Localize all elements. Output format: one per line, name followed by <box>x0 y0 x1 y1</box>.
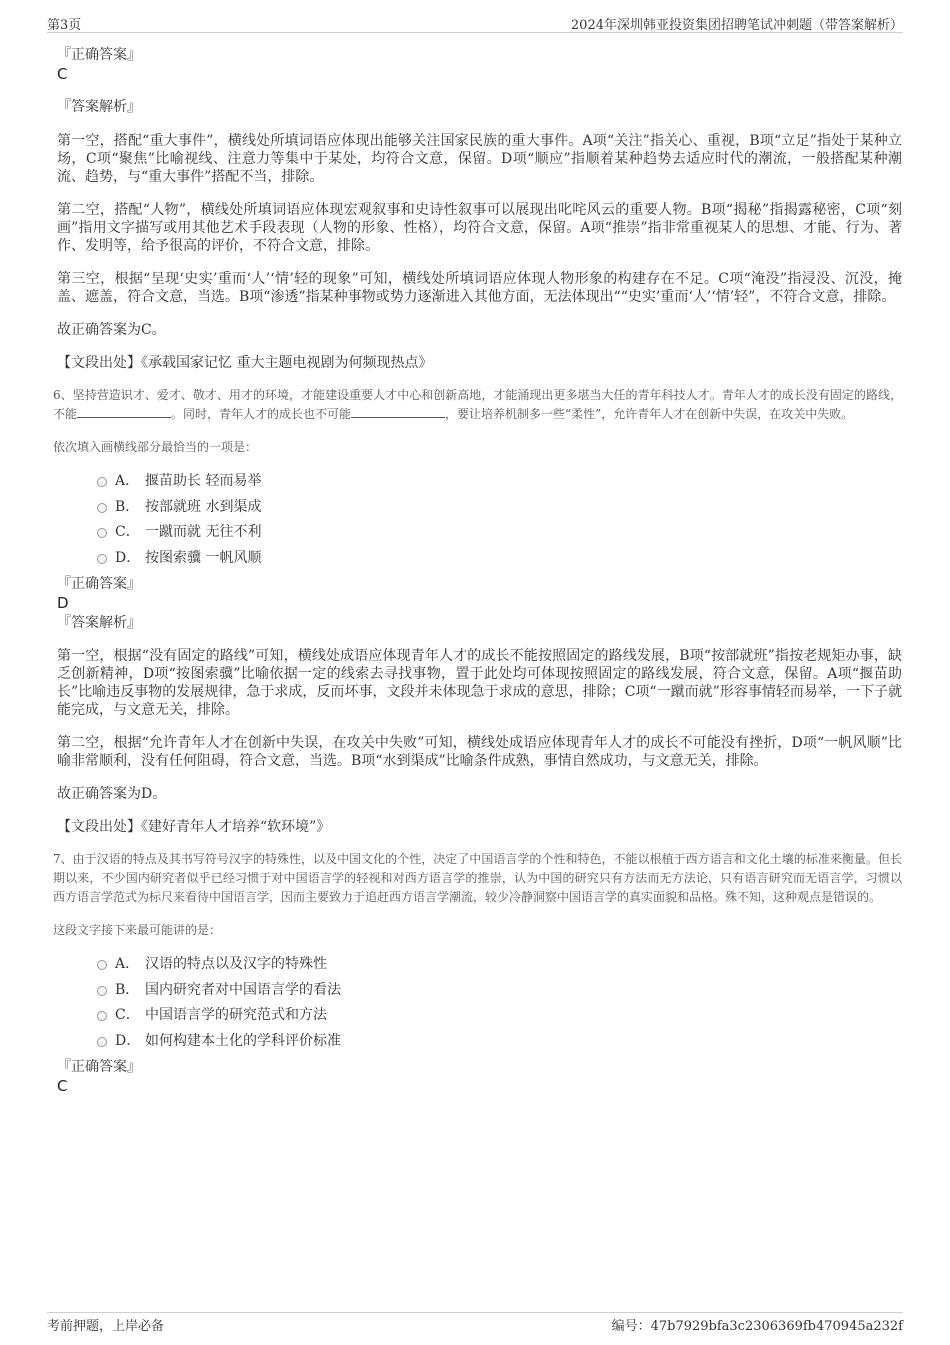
radio-button[interactable] <box>97 960 107 970</box>
fill-blank <box>351 405 445 418</box>
correct-answer: C <box>57 1077 68 1095</box>
main-content <box>53 46 902 1095</box>
radio-button[interactable] <box>97 986 107 996</box>
correct-answer-label: 『正确答案』 <box>57 1059 141 1075</box>
option-a[interactable]: A． 揠苗助长 轻而易举 <box>97 469 902 495</box>
analysis-paragraph: 第一空，根据“没有固定的路线”可知，横线处成语应体现青年人才的成长不能按照固定的路线发展，B项“按部就班”指按老规矩办事，缺乏创新精神，D项“按图索骥”比喻依据一定的线索去寻找事物，置于此处均可体现按照固定的路线发展，符合文意，保留。A项“揠苗助长”比喻违反事物的发展规律，急于求成，反而坏事，文段并未体现急于求成的意思，排除；C项“一蹴而就”形容事情轻而易举，一下子就能完成，与文意无关，排除。 <box>57 648 902 718</box>
option-d[interactable]: D． 如何构建本土化的学科评价标准 <box>97 1029 902 1055</box>
page-header <box>47 10 903 33</box>
analysis-conclusion: 故正确答案为D。 <box>57 786 167 802</box>
correct-answer: C <box>57 65 68 83</box>
question-7-options <box>97 952 902 1054</box>
radio-button[interactable] <box>97 503 107 513</box>
fill-blank <box>77 405 171 418</box>
option-c[interactable]: C． 中国语言学的研究范式和方法 <box>97 1003 902 1029</box>
radio-button[interactable] <box>97 1037 107 1047</box>
analysis-conclusion: 故正确答案为C。 <box>57 322 166 338</box>
radio-button[interactable] <box>97 554 107 564</box>
question-6-text: 6、坚持营造识才、爱才、敬才、用才的环境，才能建设重要人才中心和创新高地，才能涌现出更多堪当大任的青年科技人才。青年人才的成长没有固定的路线，不能 。同时，青年人才的成长也不可能 ，要让培养机制多一些“柔性”，允许青年人才在创新中失误，在攻关中失败。 <box>53 388 902 421</box>
question-7-text: 7、由于汉语的特点及其书写符号汉字的特殊性，以及中国文化的个性，决定了中国语言学的个性和特色，不能以根植于西方语言和文化土壤的标准来衡量。但长期以来，不少国内研究者似乎已经习惯于对中国语言学的轻视和对西方语言学的推崇，认为中国的研究只有方法而无方法论，只有语言研究而无语言学，习惯以西方语言学范式为标尺来看待中国语言学，因而主要致力于追赶西方语言学潮流，较少冷静洞察中国语言学的真实面貌和品格。殊不知，这种观点是错误的。 <box>53 852 902 904</box>
analysis-paragraph: 第二空，根据“允许青年人才在创新中失误，在攻关中失败”可知，横线处成语应体现青年人才的成长不可能没有挫折，D项“一帆风顺”比喻非常顺利，没有任何阻碍，符合文意，当选。B项“水到渠成”比喻条件成熟，事情自然成功，与文意无关，排除。 <box>57 735 902 769</box>
passage-source: 【文段出处】《建好青年人才培养“软环境”》 <box>57 819 331 835</box>
footer-slogan: 考前押题，上岸必备 <box>47 1319 165 1334</box>
radio-button[interactable] <box>97 477 107 487</box>
analysis-label: 『答案解析』 <box>57 99 141 115</box>
analysis-paragraph: 第一空，搭配“重大事件”，横线处所填词语应体现出能够关注国家民族的重大事件。A项“关注”指关心、重视，B项“立足”指处于某种立场，C项“聚焦”比喻视线、注意力等集中于某处，均符合文意，保留。D项“顺应”指顺着某种趋势去适应时代的潮流，一般搭配某种潮流、趋势，与“重大事件”搭配不当，排除。 <box>57 133 902 185</box>
page-number: 第3页 <box>47 18 82 33</box>
page-footer <box>47 1312 903 1335</box>
correct-answer-label: 『正确答案』 <box>57 47 141 63</box>
radio-button[interactable] <box>97 1011 107 1021</box>
option-b[interactable]: B． 国内研究者对中国语言学的看法 <box>97 978 902 1004</box>
option-a[interactable]: A． 汉语的特点以及汉字的特殊性 <box>97 952 902 978</box>
question-6-prompt: 依次填入画横线部分最恰当的一项是： <box>53 440 258 454</box>
option-d[interactable]: D． 按图索骥 一帆风顺 <box>97 546 902 572</box>
radio-button[interactable] <box>97 528 107 538</box>
analysis-paragraph: 第二空，搭配“人物”，横线处所填词语应体现宏观叙事和史诗性叙事可以展现出叱咤风云的重要人物。B项“揭秘”指揭露秘密，C项“刻画”指用文字描写或用其他艺术手段表现（人物的形象、性格），均符合文意，保留。A项“推崇”指非常重视某人的思想、才能、行为、著作、发明等，给予很高的评价，不符合文意，排除。 <box>57 202 902 254</box>
option-c[interactable]: C． 一蹴而就 无往不利 <box>97 520 902 546</box>
analysis-paragraph: 第三空，根据“呈现‘史实’重而‘人’‘情’轻的现象”可知，横线处所填词语应体现人物形象的构建存在不足。C项“淹没”指浸没、沉没，掩盖、遮盖，符合文意，当选。B项“渗透”指某种事物或势力逐渐进入其他方面，无法体现出““史实’重而‘人’‘情’轻”，不符合文意，排除。 <box>57 271 902 305</box>
option-b[interactable]: B． 按部就班 水到渠成 <box>97 495 902 521</box>
correct-answer-label: 『正确答案』 <box>57 576 141 592</box>
document-code: 编号：47b7929bfa3c2306369fb470945a232f <box>611 1319 903 1334</box>
question-7-prompt: 这段文字接下来最可能讲的是： <box>53 923 222 937</box>
analysis-label: 『答案解析』 <box>57 615 141 631</box>
passage-source: 【文段出处】《承载国家记忆 重大主题电视剧为何频现热点》 <box>57 355 433 371</box>
document-title: 2024年深圳韩亚投资集团招聘笔试冲刺题（带答案解析） <box>570 18 903 33</box>
question-6-options <box>97 469 902 571</box>
correct-answer: D <box>57 594 69 612</box>
